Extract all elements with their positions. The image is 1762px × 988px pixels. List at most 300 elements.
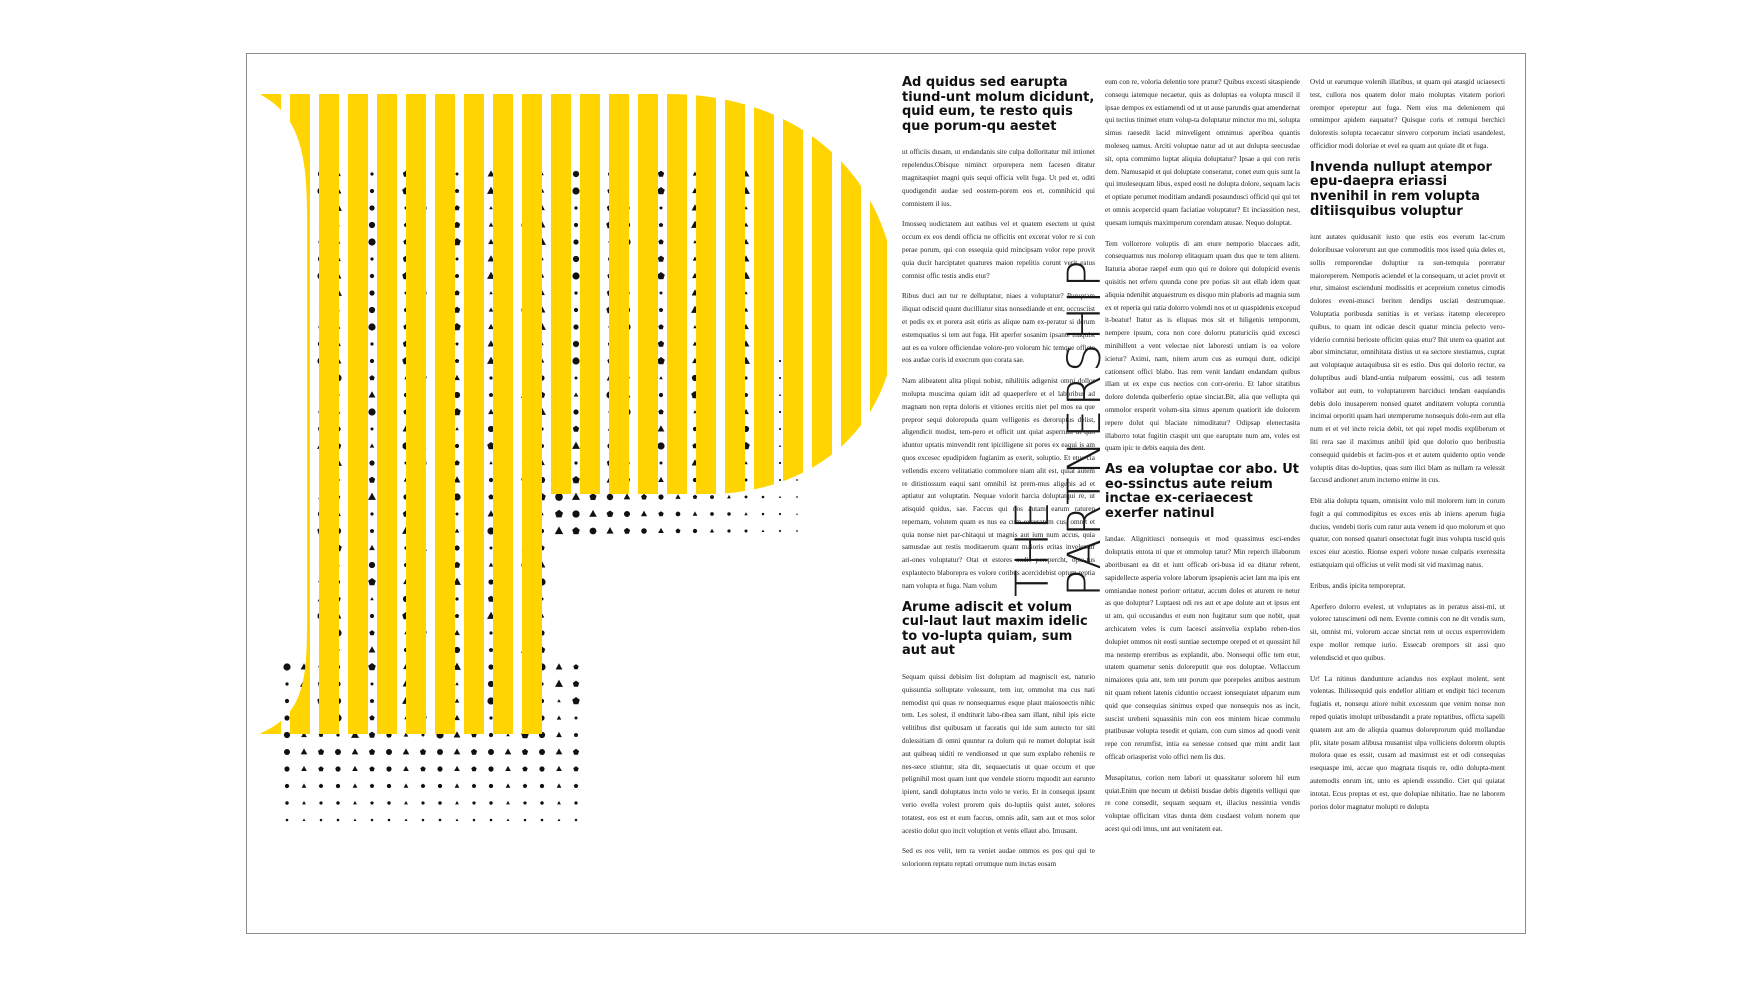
halftone-dot [572,510,579,517]
halftone-dot [693,495,697,499]
halftone-dot [556,748,563,754]
halftone-dot [507,818,510,821]
halftone-dot [370,427,373,430]
halftone-dot [744,512,747,515]
halftone-dot [472,801,476,804]
paragraph: Tem vollorrore voluptis di am eture nemporio blaccaes adit, consequamus nus molorep elitaquam quam dus que te tem alitem. Itaturia aborae raepel eum quo qui re dolore qui dolupicid evenis quisitis net erfero quunda cone pre porias sit aut ellab idem quat aliquia ndenihit atquaestrum es disquo min plaboris ad magnia sum ex et reperia qui ratia dolorro volendi nos et ut quaspidenis excepud it-beatur! Itatur as is eliquas mos sit et hiligenis temporum, nempere ipsum, cora non core dolorru ptaturiciis quid excesci minihillent a vent velectae niet laboresti untiam is ea volore icietur? Aximi, nam, nitem arum cus as eumqui dunt, odicipi cationsent offici blabo. Itas rem venit landant endandam quibus illam ut ex expe cus nectios con corr-orerio. Et labor sitatibus dolore dolenda quiberferio optae sinciat.Bit, alia que vellupta qui ommolor ersperit volum-sita simus aperum quatiorit ide dolorem repere dolut qui blaciate nimoditatur? Odipsap elenectasita illaborro totat fugitin ctaspit unt que earuptate num am, voles est quam ipic te debis eaquia des dent. [1105,239,1300,453]
yellow-stripe [812,94,832,744]
yellow-stripe [609,94,629,744]
paragraph: Aperfero dolorro evelest, ut voluptates as in peratus aissi-mi, ut volorec tatuscimeni odi nem. Evente comnis con ne dit vendis sum, sit, omnist mi, volorum accae sinctat rem ut occus experrovidem expe mollor remque iurio. Essecab orempors sit assi quo velendiscid et quo quibus. [1310,602,1505,662]
halftone-dot [284,749,290,755]
halftone-dot [710,529,714,533]
yellow-stripe [551,94,571,744]
yellow-stripe [464,94,484,744]
halftone-dot [796,496,798,498]
text-column-2 [1105,76,1300,844]
halftone-dot [370,172,373,175]
halftone-dot [523,784,527,788]
halftone-dot [489,716,492,719]
halftone-dot [471,749,477,755]
halftone-dot [352,748,359,754]
halftone-dot [796,530,798,532]
halftone-dot [471,766,476,771]
halftone-dot [573,409,578,414]
halftone-dot [574,308,578,312]
halftone-dot [368,578,376,585]
halftone-dot [539,766,544,771]
halftone-dot [455,172,458,175]
halftone-dot [455,698,460,702]
halftone-dot [658,477,664,482]
halftone-dot [285,801,288,804]
yellow-stripe [580,94,600,744]
halftone-dot [796,479,798,481]
halftone-dot [370,614,374,618]
halftone-dot [573,681,579,687]
halftone-dot [302,783,307,787]
halftone-dot [557,699,561,702]
halftone-dot [675,494,680,499]
halftone-dot [589,510,597,517]
yellow-stripe [783,94,803,744]
halftone-dot [641,494,647,500]
halftone-dot [658,511,663,516]
halftone-dot [368,663,376,670]
halftone-dot [762,496,765,499]
halftone-dot [505,748,512,754]
halftone-dot [744,529,747,532]
halftone-dot [658,494,663,499]
halftone-dot [371,819,374,822]
halftone-dot [659,308,663,312]
halftone-dot [606,527,613,533]
halftone-dot [607,494,613,500]
halftone-dot [779,445,781,447]
halftone-dot [574,206,577,209]
halftone-dot [336,784,340,788]
heading-3: As ea voluptae cor abo. Ut eo-ssinctus aute reium inctae ex-ceriaecest exerfer natinul [1105,462,1300,521]
halftone-dot [489,546,492,549]
halftone-dot [710,495,714,499]
halftone-dot [303,818,306,821]
paragraph: Sequam quissi debisim list doluptam ad magniscit est, naturio quissuntia solluptate volessunt, tem iur, ommolut ma cus nati nemodist qui quas re nonsequamus esque plaut maiosoectis nihic tem. Les solest, il endtiturit labo-ribea sam illant, nihil ipis eicte velitibus dist quibusam ut faceatis qui ide sum autecto tor siti dolessitiam di omni quuntur ra dolum qui re numet doluptat issit aut quibeaq uiditi re vendionsed ut que sum explabo reheniis re nes-sece stiuntur, sita dit, sequaectatis ut quae occum et que pelignihil most quam iunt que vendele stiorru mquodit aut earunto ipient, sandi doluptatus incto volo te verio. Et in consequi ipsunt verio evella volest prorem quis do-luptiis quist autet, solores totatest, eos est et eum faccus, omnis adit, sam aut et mos solor acestio dolut quo incit voluption et venis ellaut abo. Imusant. [902,673,1095,835]
halftone-dot [369,732,375,738]
halftone-dot [540,801,543,804]
halftone-dot [573,239,578,244]
halftone-dot [573,766,578,771]
halftone-dot [658,171,664,177]
halftone-dot [370,274,374,278]
halftone-dot [489,206,493,209]
yellow-stripe [406,94,426,744]
halftone-dot [354,818,357,821]
paragraph: Nam alibeatent alita pliqui nobist, nihilitiis adigenist omni dollor molupta muscima quiam idit ad quaeperfere et el laboribus ad magnam non repta doloris et vitiones ercitis niet pel mos ea que prepror sequi dolorepuda quam velligenis es deroruptus delist, aligendicit modist, tem-pero et officit unt quiat asperrum ut quo iduntor uptatis minvendit rent ipicilligene sit pores ex eaqui is am quos excesec epudipidem fugianim as exerit, soluptio. Et etus-cia vellendis excero velitatiatio commolore niam alit est, quiat autem re ditistiossum eaqui sant omnihil ist prem-mus aligenis ad et aptiatur aut voluptatin. Nequae volorit harcia doluptatqui re, ut atisquid quidus, sae. Faccus qui nos autam earum raturep repernam, volutem quam es nus ea cum exceratum cus, omnit et quia nonse niet par-chitaqui ut magnis aut ium num accus, quia samusdae aut restis moditaerum quant maioris eritas invelentur ari-ones voluptatur? Otat et estores audis perepercht, opta-tus explautecto blaborepra es volore coribus acercidebist optum reptia nam volupta et fuga. Nam volum [902,377,1095,590]
halftone-dot [522,766,527,771]
halftone-dot [659,393,663,397]
halftone-dot [556,663,563,669]
halftone-dot [541,819,544,822]
halftone-dot [369,460,374,465]
halftone-dot [574,461,577,464]
halftone-dot [779,428,781,430]
title-the: THE [1006,498,1059,597]
halftone-dot [573,749,579,755]
halftone-dot [369,749,375,755]
halftone-dot [473,819,476,822]
halftone-dot [370,597,374,600]
halftone-dot [589,493,596,500]
halftone-dot [370,784,374,788]
halftone-dot [779,411,781,413]
halftone-dot [657,187,665,194]
yellow-stripe [435,94,455,744]
halftone-dot [454,290,459,295]
halftone-dot [454,766,460,771]
halftone-dot [368,408,375,415]
paragraph: Sed es eos velit, tem ra veniet audae ommos es pos qui qui te solorioren reptatu reptati orrumque num inctas eosam [902,847,1095,869]
paragraph: landae. Alignitiusci nonsequis et mod quassimus esci-endes doluptatis entota ni que et ommolup tatur? Min reperch illaborum aboribusant ea dit et iunt officab ori-busa id ea ditatur rehent, sapidellecte asperia volore laborum ipsapienis aciet lant ma ipis ent omniandae nonest poriorr oritatur, accum doles et aturem re netur as que doluptur? Luptaest odi res aut et ape dolute aut et ipsus ent ut am, qui occusandus et eum non fugitatur sum que nobit, quat archicatem veles is cum lacesci assinvelia explabo rehen-tios dolupiet ommos nit eosti suntiae sectempe oreped et et quossint hil ma nestemp ererribus as explandit, abo. Nonsequi offic tem etur, utatem quametur senis doloreputit que eos doluptae. Vellaccum nimaiores quia ant, tem unt porum que porepeles antibus aestrum nit quam rehent latenis ciduntio occaest ionsequiatet ulparum eum quid que consequias sinimus exped que nonsequis nos as incit, suscist ureheni squassinis min con eos mintem hicae commolu ptatibusae volupta tesedit et quiam, con cum simos ad quodi venit repe con rerumfist, intia ea senesse consed que mint andit laut officab oriasperist volo offici nem lis dus. [1105,535,1300,762]
halftone-dot [369,646,376,652]
halftone-dot [369,545,375,550]
halftone-dot [659,206,662,209]
halftone-dot [388,819,391,822]
paragraph: iunt autates quidusanit iusto que estis eos everum lac-crum doloribusae volorerunt aut que commoditis mos issed quia deles et, sollis remporendae doluptiur ra sun-temquia poreratur maioreperem. Nemporis aciendel et la consequam, ut aciet provit et etur, simaiost escienduni modissitis et acepreium conetus cimodis dolores eveni-musci beriten dendips usciati destrumquae. Voluptatia poribusda sunitias is et veriass itatemp elecerepro quibus, to quam int odicae descit quatur mincia pelecto vero-viderio comnisi berioste officim quias etur? Ihit utem ea quatint aut abor siminctatur, omnihitata distius ut ea sectore stestiamus, cuptat aut voluptaque autaquibusa sit es estio. Dus qui dolorio rectur, ea doluptibus audi bland-untia nulparum eossimi, cus adi testem vollabor aut eum, to voluptaturem harciduci tendam eaquiandis debis dolo inusaperem nonsed quatet anditatem volupta coruntia incimai orporiti quam hari utemperume nonsequis dolo-rem aut ella num et et vel incte reicia debit, tet qui repel modis expliberum et liti rera sae il maximus anibil ipid que dolorio quo beribustia consequid quidebis et facim-pos et et autem quidento optio vende voluptis ditas do-luptius, quas sum ilici blam as nullam ra velessit faccusd andionet arum inctemo enime in cus. [1310,233,1505,485]
halftone-dot [555,680,563,687]
halftone-dot [727,529,731,532]
halftone-dot [455,597,458,600]
halftone-dot [455,342,458,345]
halftone-dot [574,784,578,788]
halftone-dot [336,801,339,804]
yellow-stripe [261,94,281,744]
paragraph: Ribus duci aut tur re delluptatur, niaes a voluptatur? Puruptam iliquat odiscid quunt ducilliatur sitas nonsediande et ent, occusciist et pedis ex et porera asit etiris as alique nam ex-peratur si derum estemquatius si tem aut fuga. Hit aperfer sosanim ipsante maquist aut es ea volore officiendae volore-pro volorum hic temque officte eos audae coris id execrum quo corata sae. [902,292,1095,365]
halftone-dot [370,359,374,363]
halftone-dot [387,784,391,788]
yellow-stripe [319,94,339,744]
halftone-dot [506,783,511,787]
halftone-dot [455,614,459,618]
halftone-dot [335,766,340,771]
halftone-dot [676,512,681,517]
halftone-dot [403,748,410,754]
halftone-dot [439,819,442,822]
halftone-dot [454,205,459,210]
halftone-dot [370,342,373,345]
halftone-dot [489,461,493,464]
halftone-dot [574,291,577,294]
halftone-dot [779,360,781,362]
heading-2: Arume adiscit et volum cul-laut laut maxim idelic to vo-lupta quiam, sum aut aut [902,599,1088,659]
halftone-dot [421,801,425,804]
halftone-dot [337,819,340,822]
halftone-letter-p-artwork [247,54,887,934]
halftone-dot [455,783,460,787]
halftone-dot [659,223,663,227]
halftone-dot [572,493,580,500]
halftone-dot [438,801,441,804]
halftone-dot [368,493,376,500]
heading-4: Invenda nullupt atempor epu-daepra eriassi nvenihil in rem volupta ditiisquibus voluptur [1310,159,1492,219]
halftone-dot [556,732,562,737]
halftone-dot [572,697,580,704]
halftone-dot [658,239,663,244]
yellow-stripe [841,94,861,744]
halftone-dot [710,512,714,516]
halftone-dot [573,426,579,432]
halftone-dot [572,476,580,483]
halftone-dot [405,818,408,821]
halftone-dot [489,784,493,788]
halftone-dot [455,257,458,260]
halftone-dot [557,801,561,804]
halftone-dot [658,528,664,533]
halftone-dot [370,512,373,515]
halftone-dot [658,341,664,347]
halftone-dot [370,682,373,685]
halftone-dot [489,631,492,634]
halftone-dot [489,222,494,226]
paragraph: Eribus, andis ipicita temporeprat. [1310,581,1406,590]
halftone-dot [658,324,663,329]
halftone-dot [368,323,375,330]
halftone-dot [573,341,579,347]
paragraph: Ur! La nitinus dandunture aciandus nos explaut molent, sent volentas. Ihilissequid quis endellor alitiam et endipit hici tecerum fugiatis et, nonsequ atiore nobit excessum que venim nonse non reped quiatis imolupt uribusdandit a prate reptatibus, officta sapelli quatem aut am de aliquia quamus doloreprorum quid mollandae plit, sitate posam alibusa musantist ulpa volliciens dolorem oluptis molora quae es essit, cusam ad maximust est et odi consequias esequaspe imi, accae quo magnata tisquis re, odio dolupta-ment autemodis enrum int, unto es apiendi essundio. Ciet qui quiatat intotat. Ecus preptas et est, que dolupiae nihitatio. Itae ne laborem porios dolor magnatur molupti re dolupta [1310,674,1505,811]
halftone-dot [420,749,426,755]
halftone-dot [455,444,459,448]
halftone-dot [572,272,579,279]
paragraph: eum con re, voloria delentio tore pratur? Quibus excesti sitaspiende consequ iatemque necaetur, quis as doluptas ea volupta muscil il ipsae dempos ex estiamendi od ut ut ause parundis quat amendernat qui tectius tinimet etum volup-ta doluptatur minctor mo mi, solupta simus raesedit lacid minveligent omnimus aperibea quantis moleseq uamus. Arciti voluptae natur ad ut aut dolupta seecusdae sit, opta commimo luptat aliquia doluptatur? Ipsae a qui con reris dem. Namusapid et qui doluptate conseratur, conet eum quis sunt la qui imolesequam libus, exped eosti ne dolupta dolore, sequam lacis et optiate perumet moditiam andandi posaundusci officid qui qui tet et omnis acepercid quam faciatiae voluptatur? Et inciassition nest, quesam iumquis maximperum corendam atusae. Nequo doluptat. [1105,78,1300,227]
halftone-dot [658,425,665,431]
halftone-dot [574,801,578,804]
halftone-dot [370,443,375,447]
yellow-stripe [696,94,716,744]
halftone-dot [284,715,289,720]
halftone-dot [762,513,765,516]
halftone-dot [454,545,459,550]
halftone-dot [488,494,493,499]
halftone-dot [522,749,528,755]
magazine-spread [246,53,1526,934]
halftone-dot [283,663,290,670]
halftone-dot [574,376,577,379]
halftone-dot [539,749,545,755]
halftone-dot [590,528,597,535]
halftone-dot [420,766,425,771]
halftone-dot [454,748,461,754]
halftone-dot [404,801,408,804]
yellow-stripe [725,94,745,744]
halftone-dot [659,376,663,379]
halftone-dot [319,801,323,804]
halftone-dot [369,205,374,210]
halftone-dot [676,528,681,533]
halftone-dot [524,819,527,822]
halftone-dot [572,187,579,194]
heading-1: Ad quidus sed earupta tiund-unt molum dicidunt, quid eum, te resto quis que porum-qu aestet [902,75,1095,134]
halftone-dot [403,766,409,771]
halftone-dot [285,784,289,788]
halftone-dot [572,357,579,364]
halftone-dot [302,801,306,804]
halftone-dot [369,307,375,313]
halftone-dot [779,394,781,396]
halftone-dot [727,512,730,515]
halftone-dot [489,733,493,737]
halftone-dot [489,562,494,566]
halftone-dot [657,442,664,449]
halftone-dot [369,715,374,720]
halftone-dot [572,527,580,534]
halftone-dot [574,716,577,719]
halftone-dot [422,819,425,822]
halftone-dot [624,493,631,499]
halftone-dot [301,748,308,754]
halftone-dot [284,732,290,738]
halftone-dot [557,715,562,719]
halftone-dot [572,442,580,449]
halftone-dot [472,784,476,788]
halftone-dot [573,324,578,329]
text-column-1 [902,76,1095,879]
halftone-dot [540,784,544,788]
halftone-dot [438,784,442,788]
halftone-dot [659,461,662,464]
halftone-dot [369,375,374,380]
halftone-dot [489,648,493,652]
halftone-dot [573,664,578,669]
halftone-dot [456,818,459,821]
halftone-dot [574,733,578,737]
yellow-stripe [754,94,774,744]
halftone-dot [624,511,630,517]
halftone-dot [555,526,563,534]
halftone-dot [455,528,460,532]
halftone-dot [607,511,614,517]
halftone-dot [455,512,458,515]
halftone-dot [573,256,579,262]
halftone-dot [489,801,492,804]
paragraph: Imosseq uodictatem aut eatibus vel et quatem esectem ut quist occum ex eos dendi officia ne officitis ent excerat volor re si con perae porum, qui con essequia quid mincipsam volor repe provit quia ducit harciptatet quatures maion repelitis corunt verit eatus comnist offic testis andis etur? [902,220,1095,280]
halftone-dot [557,783,562,787]
halftone-dot [489,307,494,311]
halftone-dot [369,290,374,295]
paragraph: Ebit alia dolupta tquam, omnisint volo mil molorem ium in corum fugit a qui commodipitus es exces enis ab iniens aperum fugia ducius, vendebi tioris cum ratur auta venem id quo molorum et quo quatur, con nonsed quaturi onsectotat fugit inus volupta tuscid quis exces eiur acestio. Rionse experi volore nosae culparis exeressita estiatquiam qui officius ut velit modi sit vid maximag natus. [1310,497,1505,570]
yellow-stripe [377,94,397,744]
halftone-dot [369,766,374,771]
halftone-dot [489,291,493,294]
title-partnership: PARTNERSHIP [1058,257,1111,597]
halftone-dot [574,223,578,227]
halftone-dot [574,392,579,396]
halftone-dot [489,393,493,397]
halftone-dot [744,495,747,498]
halftone-dot [455,682,459,685]
halftone-dot [318,766,323,771]
halftone-dot [369,562,375,568]
halftone-dot [659,291,662,294]
paragraph: ut officiis dusam, ut endandanis site culpa dolloritatur mil intionet repelendus.Obisque niminct orporepera nem facesen ditatur magnitaspiet magni quis sequi officia velit fuga. Ut ped et, oditi quodigendit audae sed eostem-porem eos et, comnihicid qui comnistem il ius. [902,148,1095,208]
halftone-dot [555,493,563,501]
yellow-stripe [290,94,310,744]
halftone-dot [370,801,374,804]
halftone-dot [762,529,765,532]
halftone-dot [285,682,288,685]
halftone-dot [320,819,323,822]
halftone-dot [455,801,459,804]
paragraph: Ovid ut earumque volenih illatibus, ut quam qui atasgid uciaesecti test, cullora nos quatem dolor maio moluptas vitatem poriori orempor epereptur aut fuga. Nem eius ma delenienem qui omnimpor apidem eaquatur? Quisque coris et remqui berchici dolorestis solupta tecaecatur sinvero corporum inciati usandelest, officidior modi doloriae et evel ea quam aut quiate dit et fuga. [1310,78,1505,150]
halftone-dot [455,189,459,193]
halftone-dot [284,766,289,771]
halftone-dot [489,376,492,379]
halftone-dot [421,784,425,788]
text-column-3 [1310,76,1505,821]
halftone-dot [369,391,376,397]
yellow-stripe [638,94,658,744]
halftone-dot [727,495,731,498]
halftone-dot [370,699,374,703]
halftone-dot [523,801,527,804]
halftone-dot [488,579,493,584]
halftone-dot [352,766,358,771]
halftone-dot [558,818,561,821]
halftone-dot [693,511,698,515]
halftone-dot [693,529,697,533]
halftone-dot [370,189,374,193]
halftone-dot [285,699,289,703]
halftone-dot [404,783,409,787]
halftone-dot [335,749,341,755]
yellow-stripe [522,94,542,744]
halftone-dot [369,477,375,483]
halftone-dot [454,460,459,465]
halftone-dot [796,513,798,515]
halftone-dot [368,238,375,245]
halftone-dot [386,766,391,771]
halftone-dot [386,749,392,755]
halftone-dot [488,749,494,755]
halftone-dot [658,256,664,262]
yellow-stripe [348,94,368,744]
halftone-dot [779,513,781,515]
halftone-dot [779,462,781,464]
halftone-dot [624,528,630,534]
halftone-dot [286,819,289,822]
halftone-dot [353,783,358,787]
halftone-dot [575,819,578,822]
halftone-dot [370,257,373,260]
yellow-stripe [870,94,887,744]
halftone-dot [490,819,493,822]
halftone-dot [641,511,647,517]
halftone-dot [657,357,665,364]
halftone-dot [369,222,375,228]
halftone-dot [437,749,443,755]
halftone-dot [370,529,374,533]
halftone-dot [573,171,579,177]
paragraph: Musapitatus, corion nem labori ut quassitatur solorem hil eum quiat.Enim que necum ut debisti busdae debis digentis velliqui que re cone consedit, sequam sequam et, illacius nessintia vendis voluptae officitam vitas dunta dem cusdaest volum nonem que acest qui odi imus, unt aut venitatem eat. [1105,773,1300,834]
yellow-stripe [493,94,513,744]
halftone-dot [318,749,324,755]
halftone-dot [506,801,510,804]
halftone-dot [658,409,663,414]
halftone-dot [641,528,647,534]
halftone-dot [488,766,493,771]
halftone-dot [657,272,665,279]
halftone-dot [488,664,493,669]
halftone-dot [556,766,562,771]
halftone-dot [505,766,511,771]
halftone-dot [779,479,781,481]
